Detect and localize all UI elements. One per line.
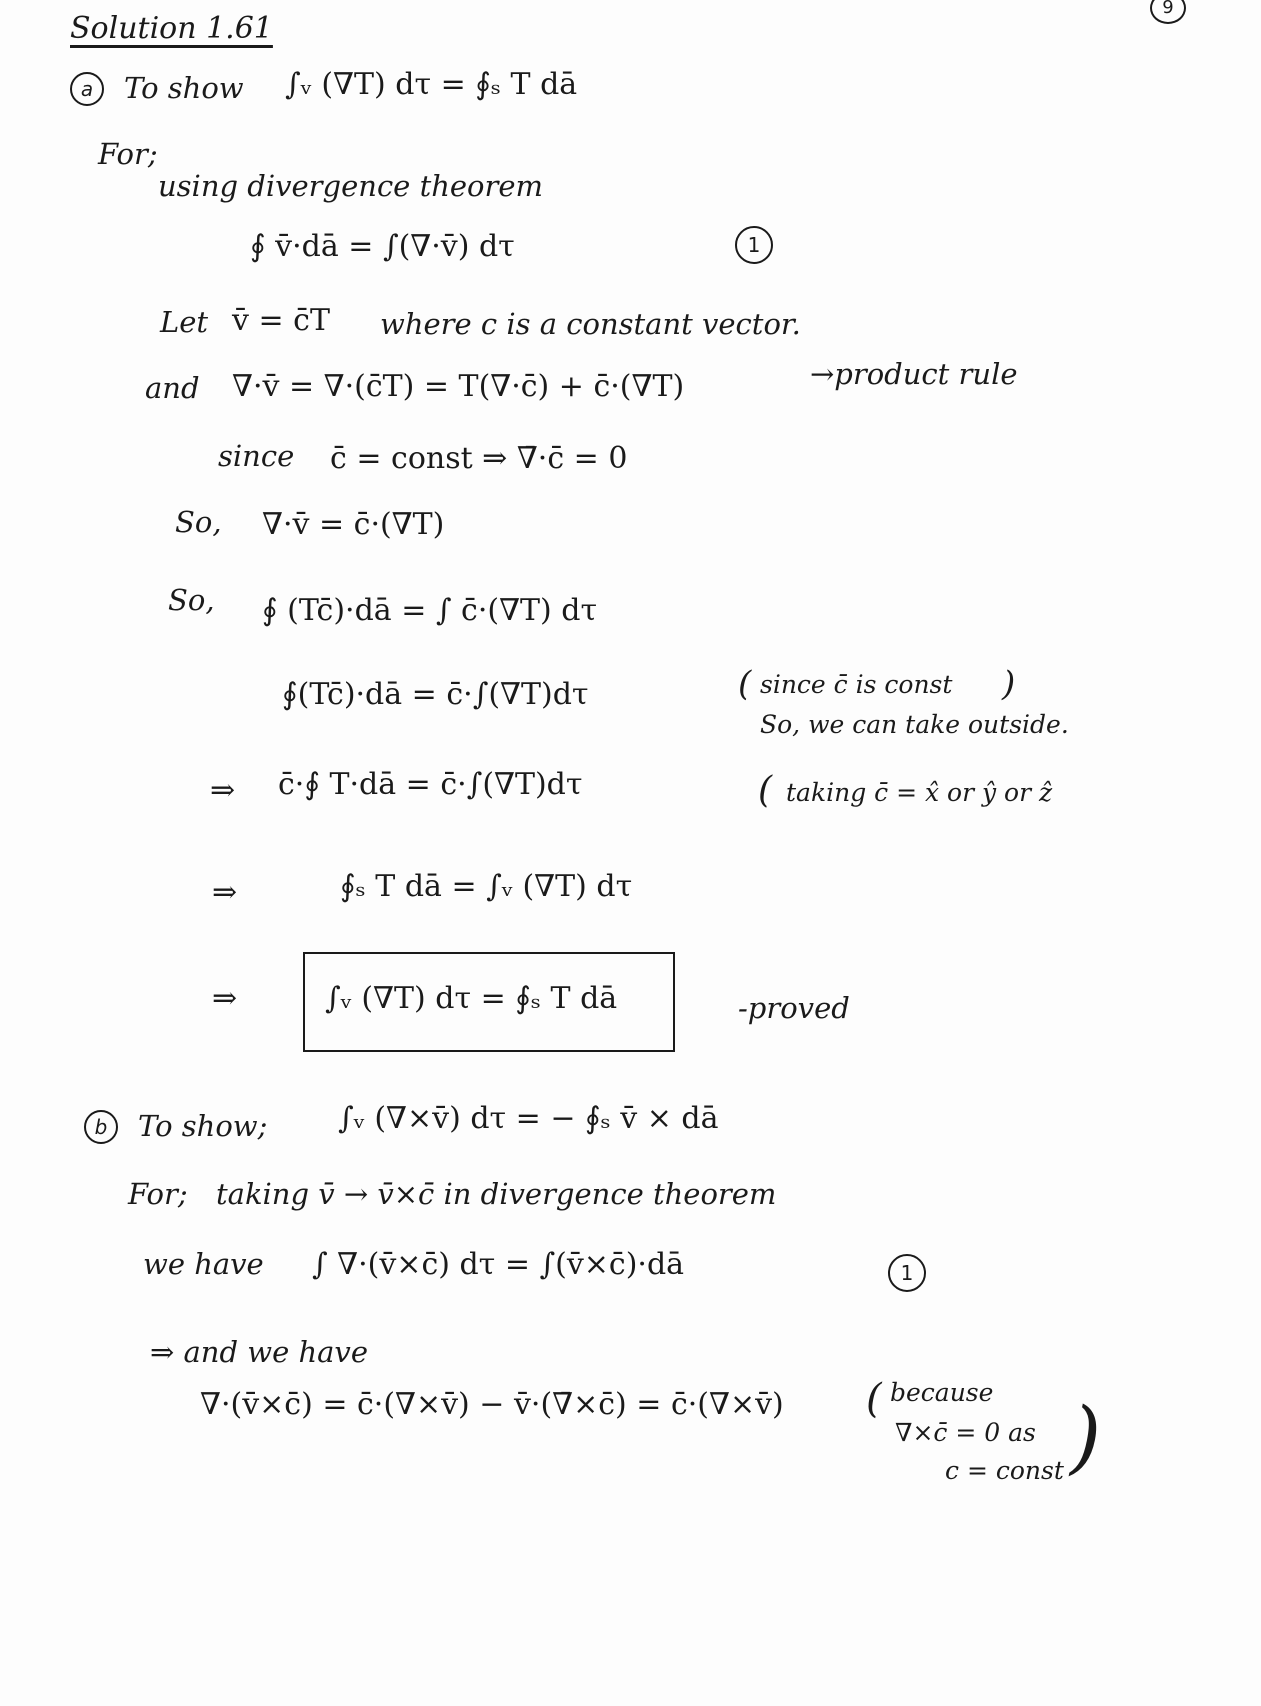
note-close-paren: ) — [1002, 664, 1016, 704]
part-b-statement: ∫ᵥ (∇×v̄) dτ = − ∮ₛ v̄ × dā — [338, 1101, 719, 1136]
equation-tag-1: 1 — [735, 226, 773, 264]
part-a-heading: To show — [124, 71, 244, 105]
step4-equation: c̄·∮ T·dā = c̄·∫(∇T)dτ — [278, 767, 583, 802]
product-rule-note: →product rule — [810, 357, 1018, 391]
part-b-heading: To show; — [138, 1109, 268, 1143]
divergence-theorem-equation: ∮ v̄·dā = ∫(∇·v̄) dτ — [250, 229, 515, 264]
we-have-label: we have — [143, 1247, 264, 1281]
step3-note-line2: So, we can take outside. — [760, 710, 1069, 739]
step4-arrow: ⇒ — [210, 773, 236, 808]
vector-identity-equation: ∇·(v̄×c̄) = c̄·(∇×v̄) − v̄·(∇̄×c̄) = c̄·(∇×v̄) — [200, 1387, 784, 1422]
part-a-statement: ∫ᵥ (∇T) dτ = ∮ₛ T dā — [285, 67, 578, 102]
note-open-paren-2: ( — [758, 770, 773, 811]
part-b-marker: b — [84, 1110, 118, 1144]
step5-equation: ∮ₛ T dā = ∫ᵥ (∇T) dτ — [340, 869, 633, 904]
part-b-for-label: For; — [128, 1177, 188, 1211]
equation-tag-1b: 1 — [888, 1254, 926, 1292]
part-a-for-label: For; — [98, 137, 158, 171]
so-label-1: So, — [175, 505, 222, 539]
note-open-paren: ( — [738, 664, 752, 704]
so-label-2: So, — [168, 583, 215, 617]
and-we-have-label: ⇒ and we have — [150, 1335, 368, 1369]
let-note: where c is a constant vector. — [380, 307, 801, 341]
step6-arrow: ⇒ — [212, 981, 238, 1016]
step5-arrow: ⇒ — [212, 875, 238, 910]
step3-note-line1: since c̄ is const — [760, 670, 953, 699]
proved-label: -proved — [738, 991, 850, 1025]
so-equation-1: ∇·v̄ = c̄·(∇T) — [262, 507, 445, 542]
and-label: and — [145, 371, 200, 405]
step3-equation: ∮(Tc̄)·dā = c̄·∫(∇T)dτ — [282, 677, 589, 712]
page-number: 9 — [1150, 0, 1186, 24]
so-equation-2: ∮ (Tc̄)·dā = ∫ c̄·(∇T) dτ — [262, 593, 598, 628]
product-rule-equation: ∇·v̄ = ∇·(c̄T) = T(∇·c̄) + c̄·(∇T) — [232, 369, 685, 404]
step4-note: taking c̄ = x̂ or ŷ or ẑ — [786, 778, 1053, 807]
let-equation: v̄ = c̄T — [232, 303, 330, 338]
because-close-paren: ) — [1070, 1390, 1102, 1483]
part-b-taking-text: taking v̄ → v̄×c̄ in divergence theorem — [216, 1177, 777, 1211]
because-open-paren: ( — [866, 1376, 882, 1422]
because-line3: c = const — [945, 1456, 1064, 1485]
let-label: Let — [160, 305, 209, 339]
part-a-marker: a — [70, 72, 104, 106]
because-line1: because — [890, 1378, 994, 1407]
we-have-equation: ∫ ∇·(v̄×c̄) dτ = ∫(v̄×c̄)·dā — [312, 1247, 685, 1282]
boxed-result-equation: ∫ᵥ (∇T) dτ = ∮ₛ T dā — [325, 981, 618, 1016]
solution-title: Solution 1.61 — [70, 11, 273, 46]
since-label: since — [218, 439, 295, 473]
part-a-using-text: using divergence theorem — [158, 169, 544, 203]
since-equation: c̄ = const ⇒ ∇̄·c̄ = 0 — [330, 441, 628, 476]
because-line2: ∇×c̄ = 0 as — [895, 1418, 1036, 1447]
